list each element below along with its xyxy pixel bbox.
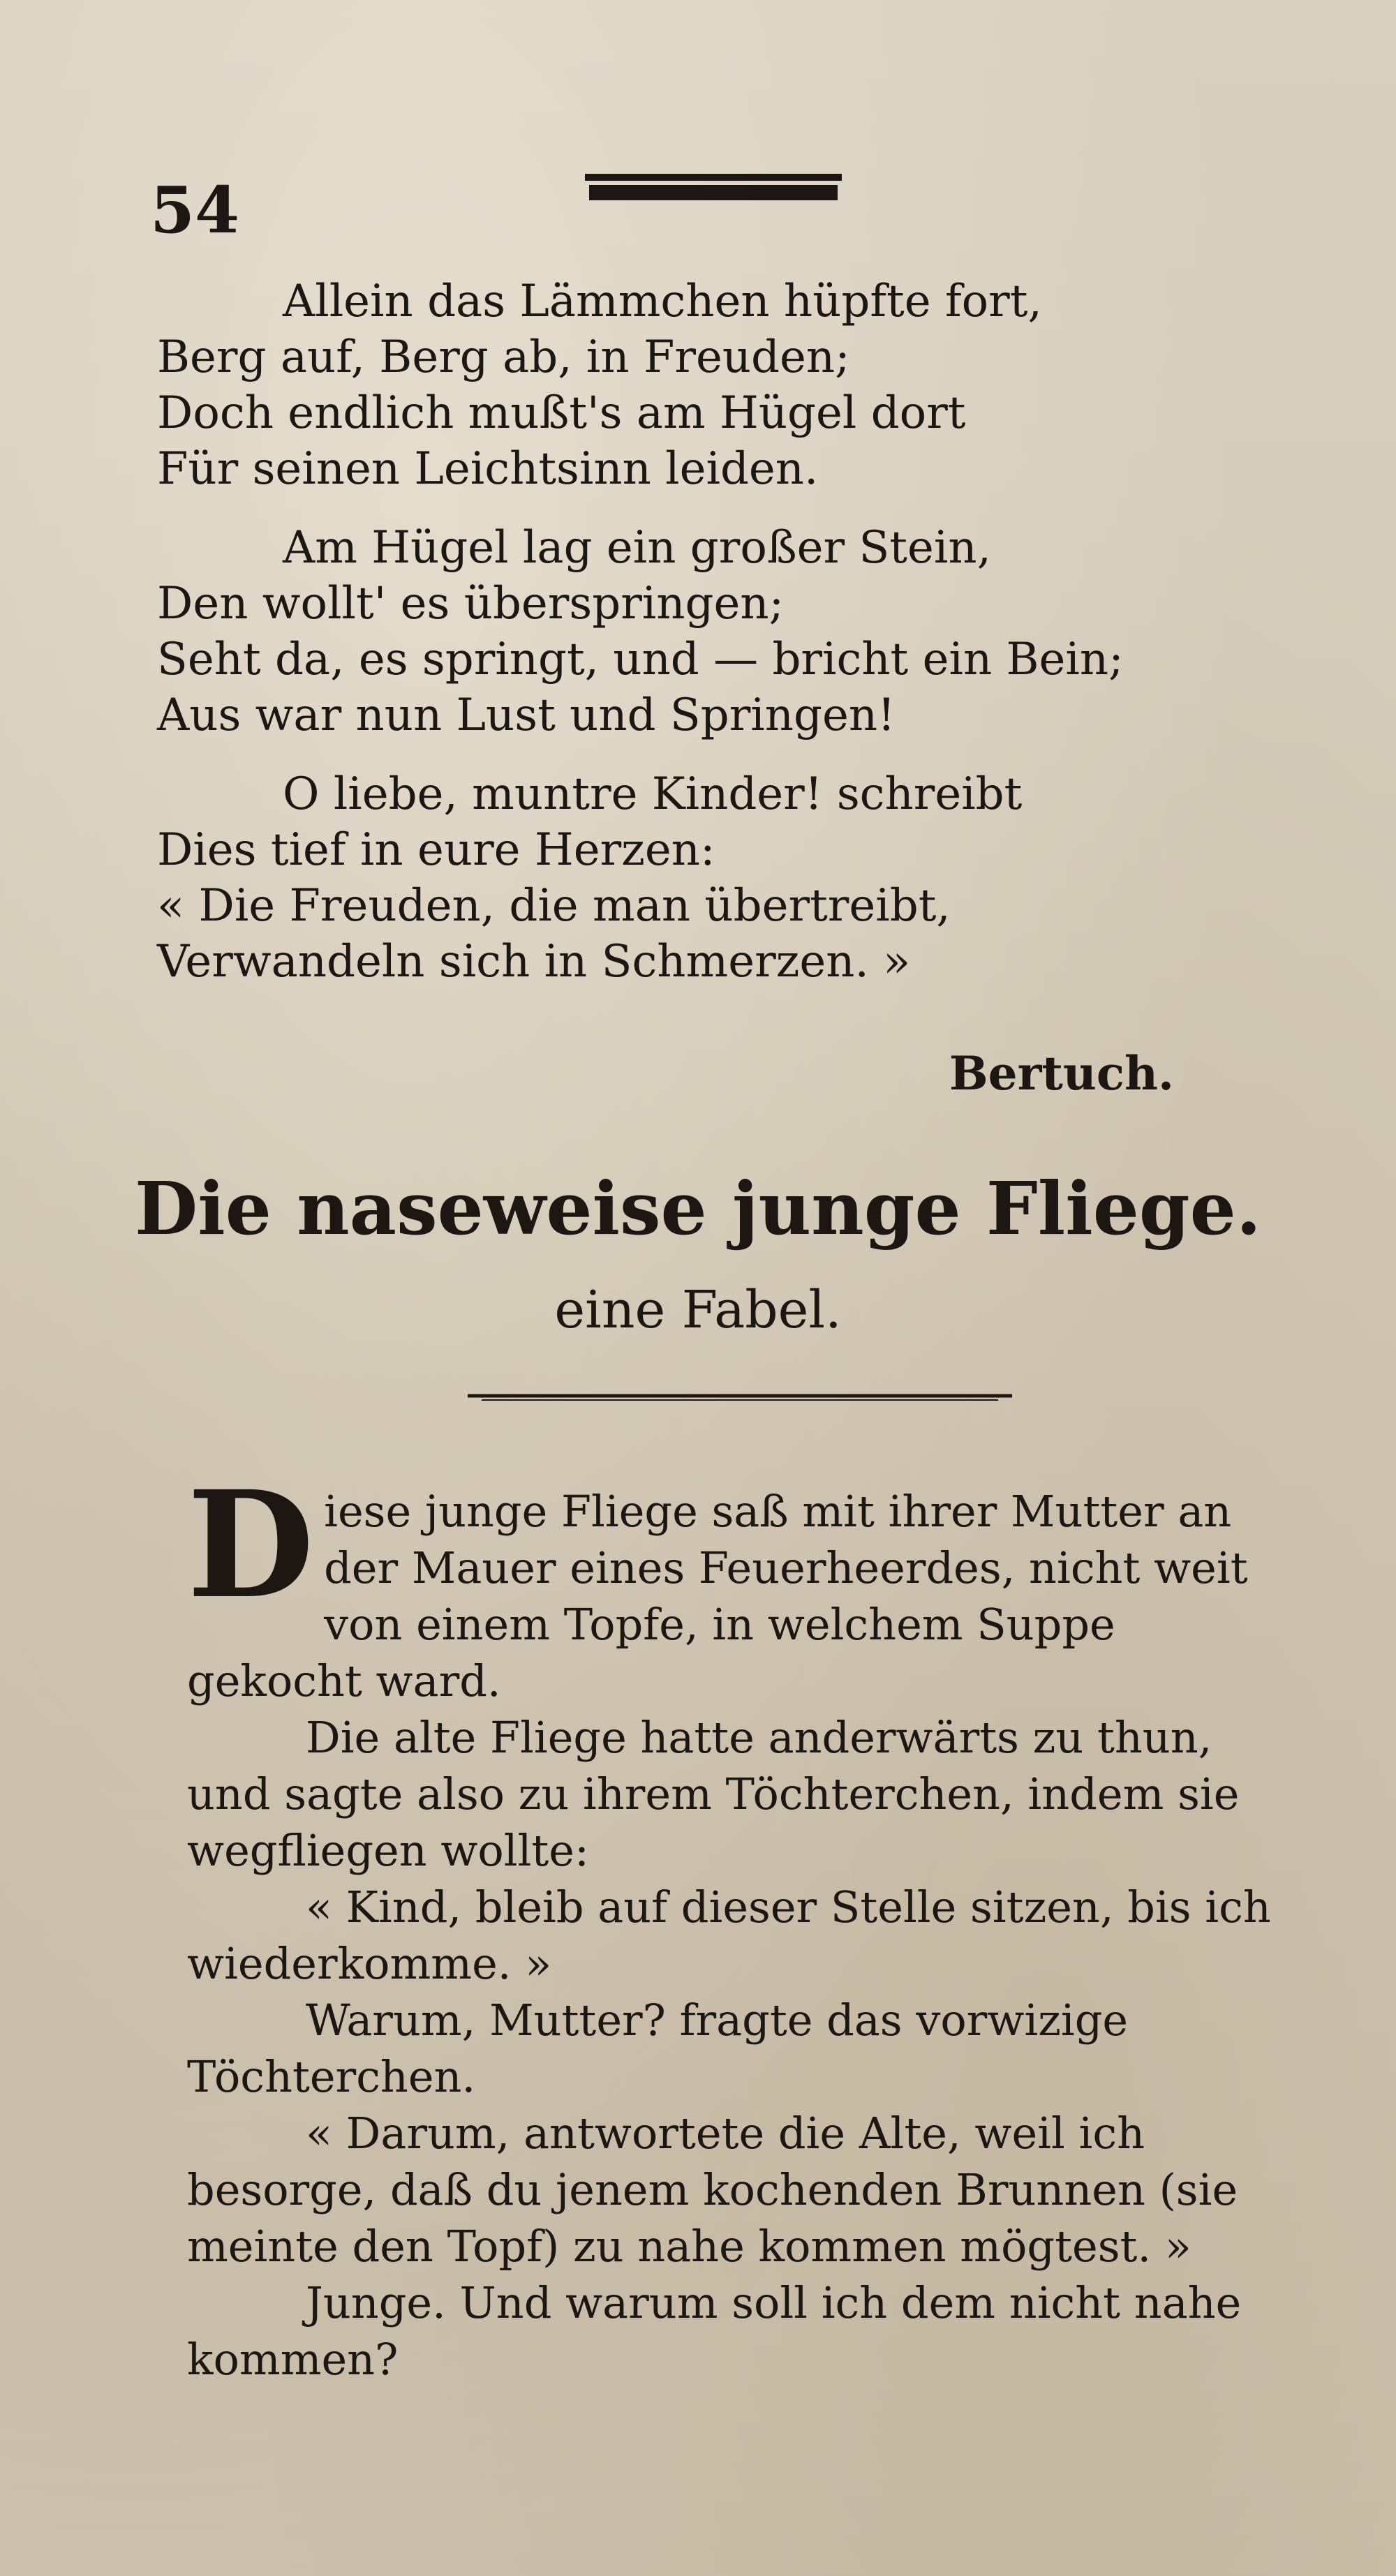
poem-line: Doch endlich mußt's am Hügel dort xyxy=(157,387,966,439)
fable-paragraph: Warum, Mutter? fragte das vorwizige Töchterchen. xyxy=(187,1995,1129,2102)
poem-line: Berg auf, Berg ab, in Freuden; xyxy=(157,332,850,383)
poem-stanza-2 xyxy=(157,520,1316,743)
fable-paragraph: « Darum, antwortete die Alte, weil ich besorge, daß du jenem kochenden Brunnen (sie meinte den Topf) zu nahe kommen mögtest. » xyxy=(187,2108,1238,2272)
fable-paragraph-text: iese junge Fliege saß mit ihrer Mutter an der Mauer eines Feuerheerdes, nicht weit von einem Topfe, in welchem Suppe gekocht ward. xyxy=(187,1486,1248,1706)
poem-line: Verwandeln sich in Schmerzen. » xyxy=(157,936,911,988)
poem-line: Am Hügel lag ein großer Stein, xyxy=(283,522,991,574)
fable-title: Die naseweise junge Fliege. xyxy=(135,1166,1261,1251)
poem-stanza-3 xyxy=(157,766,1316,990)
header-ornament-rule xyxy=(585,171,842,206)
poem-line: Allein das Lämmchen hüpfte fort, xyxy=(283,276,1042,327)
poem-line: O liebe, muntre Kinder! schreibt xyxy=(283,768,1023,820)
fable-paragraph: Die alte Fliege hatte anderwärts zu thun, und sagte also zu ihrem Töchterchen, indem sie wegfliegen wollte: xyxy=(187,1712,1240,1876)
poem-stanza-1 xyxy=(157,274,1316,497)
poem-line: Aus war nun Lust und Springen! xyxy=(157,690,896,741)
poem-line: Für seinen Leichtsinn leiden. xyxy=(157,443,819,495)
fable-text xyxy=(187,1459,1304,2388)
poem-line: Den wollt' es überspringen; xyxy=(157,578,785,630)
poem-line: Dies tief in eure Herzen: xyxy=(157,824,715,876)
fable-paragraph: « Kind, bleib auf dieser Stelle sitzen, bis ich wiederkomme. » xyxy=(187,1882,1271,1989)
drop-cap: D xyxy=(187,1459,315,1631)
poem-author: Bertuch. xyxy=(949,1046,1174,1101)
fable-paragraph: Junge. Und warum soll ich dem nicht nahe kommen? xyxy=(187,2277,1242,2385)
section-divider-rule xyxy=(468,1387,1012,1404)
poem-line: Seht da, es springt, und — bricht ein Bein; xyxy=(157,634,1124,685)
fable-subtitle: eine Fabel. xyxy=(554,1280,842,1340)
poem xyxy=(157,274,1316,1013)
page-number: 54 xyxy=(150,172,240,248)
fable-paragraph-1 xyxy=(187,1459,1304,1709)
poem-line: « Die Freuden, die man übertreibt, xyxy=(157,880,951,932)
